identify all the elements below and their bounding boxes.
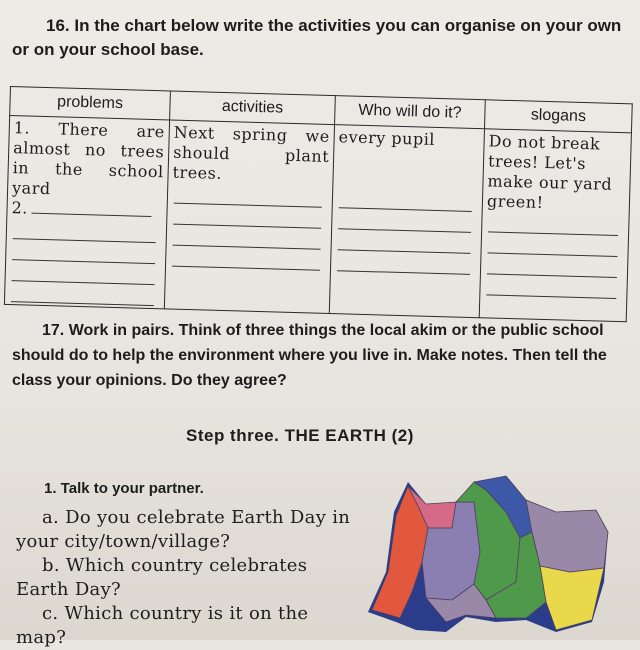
exercise-17-text: Work in pairs. Think of three things the local akim or the public school should do to help the environment where you live in. Make notes. Then tell the class your opinions. Do they agree? [12,322,607,389]
country-map-illustration [356,472,616,640]
slogan-1-text: Do not break trees! Let's make our yard green! [486,131,613,212]
header-slogans: slogans [484,100,632,133]
write-line[interactable] [337,250,471,275]
write-line[interactable] [486,274,617,299]
slogans-cell [479,129,631,322]
header-activities: activities [170,91,336,125]
exercise-17-instruction [12,318,632,393]
question-a [16,506,356,554]
question-a-text: Do you celebrate Earth Day in your city/town/village? [16,507,351,552]
activities-cell [164,120,334,314]
question-a-label: a. [42,507,60,528]
header-problems: problems [10,87,171,120]
header-who: Who will do it? [335,96,486,129]
problem-2-number: 2. [11,198,29,218]
question-c [16,602,356,650]
question-b [16,554,356,602]
question-b-label: b. [42,555,60,576]
talk-heading: 1. Talk to your partner. [44,480,204,497]
activity-1-text: Next spring we should plant trees. [172,122,330,183]
problem-1-text: 1. There are almost no trees in the school yard [11,118,166,199]
question-c-label: c. [42,603,59,624]
question-b-text: Which country celebrates Earth Day? [16,555,308,600]
problems-cell [4,116,169,309]
write-line[interactable] [32,199,152,217]
step-heading: Step three. THE EARTH (2) [186,426,414,445]
exercise-17-number: 17. [42,322,65,339]
who-cell [329,125,484,318]
question-c-text: Which country is it on the map? [16,603,309,648]
exercise-16-text: In the chart below write the activities you can organise on your own or on your school base. [12,16,622,59]
problem-2-line[interactable] [11,198,162,222]
exercise-16-instruction [12,14,636,62]
activities-chart [4,86,633,322]
write-line[interactable] [172,246,321,271]
write-line[interactable] [11,281,155,306]
table-row [4,116,631,322]
who-1-text: every pupil [338,127,436,149]
exercise-16-number: 16. [46,16,70,35]
